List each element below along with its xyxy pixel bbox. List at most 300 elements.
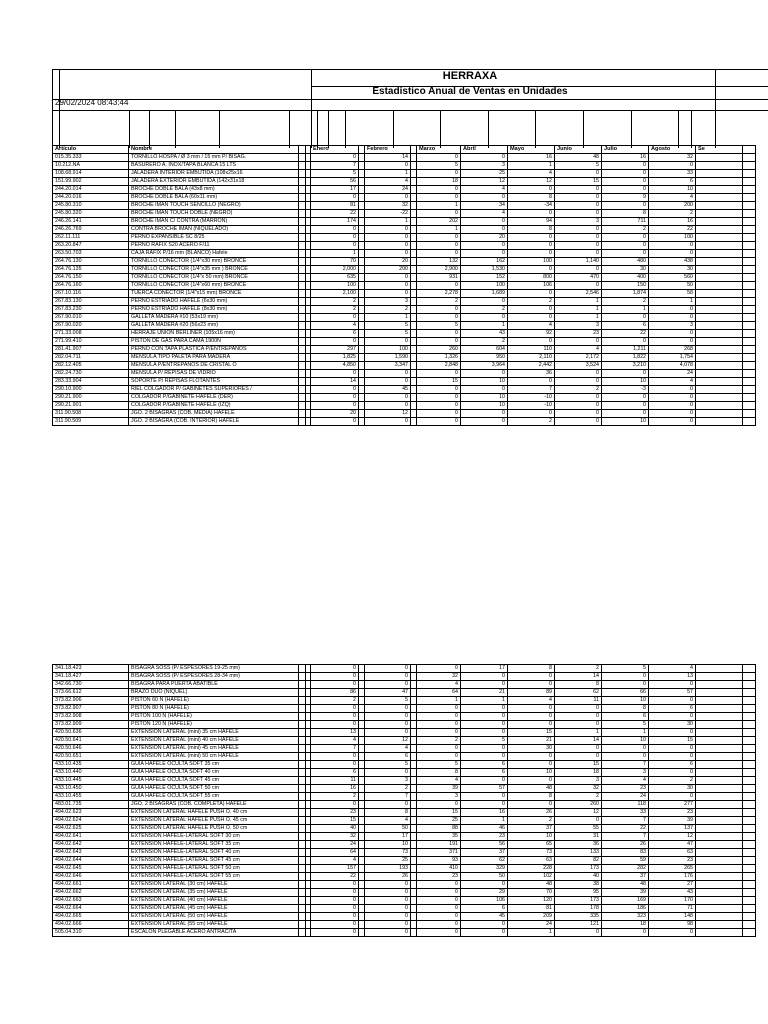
febrero-cell: 0	[365, 242, 411, 250]
spacer-cell	[696, 905, 743, 913]
junio-cell: 0	[555, 745, 602, 753]
spacer-cell	[299, 673, 306, 681]
febrero-cell: 1	[365, 218, 411, 226]
julio-cell: 23	[602, 785, 649, 793]
febrero-cell: 6	[365, 753, 411, 761]
product-name-cell: RIEL COLGADOR P/ GABINETES SUPERIORES /	[129, 386, 299, 394]
marzo-cell: 0	[417, 338, 461, 346]
julio-cell: 39	[602, 889, 649, 897]
agosto-cell: 4	[649, 378, 696, 386]
table-row	[53, 897, 756, 905]
julio-cell: 10	[602, 418, 649, 426]
spacer-cell	[743, 322, 756, 330]
product-name-cell: EXTENSION HAFELE-LATERAL SOFT 30 cm	[129, 833, 299, 841]
mayo-cell: 37	[508, 825, 555, 833]
spacer-cell	[743, 370, 756, 378]
mayo-cell: 0	[508, 186, 555, 194]
product-name-cell: EXTENSION LATERAL HAFELE PUSH O. 50 cm	[129, 825, 299, 833]
febrero-cell: 3,347	[365, 362, 411, 370]
junio-cell: 14	[555, 673, 602, 681]
agosto-cell: 0	[649, 402, 696, 410]
table-row	[53, 346, 756, 354]
febrero-cell: 0	[365, 929, 411, 937]
junio-cell: 0	[555, 338, 602, 346]
spacer-cell	[743, 857, 756, 865]
mayo-cell: 4	[508, 697, 555, 705]
spacer-cell	[696, 354, 743, 362]
product-name-cell: GUIA HAFELE OCULTA SOFT 55 cm	[129, 793, 299, 801]
mayo-cell: 0	[508, 681, 555, 689]
febrero-cell: 0	[365, 769, 411, 777]
julio-cell: 0	[602, 178, 649, 186]
article-code-cell: 494.02.666	[53, 921, 129, 929]
spacer-cell	[299, 681, 306, 689]
abril-cell: 604	[461, 346, 508, 354]
mayo-cell: 48	[508, 785, 555, 793]
febrero-cell: 0	[365, 370, 411, 378]
table-row	[53, 386, 756, 394]
enero-cell: 0	[311, 418, 359, 426]
febrero-cell: 2	[365, 306, 411, 314]
spacer-cell	[743, 178, 756, 186]
abril-cell: 329	[461, 865, 508, 873]
product-name-cell: EXTENSION LATERAL (45 cm) HÁFELE	[129, 905, 299, 913]
spacer-cell	[743, 306, 756, 314]
spacer-cell	[743, 793, 756, 801]
marzo-cell: 1	[417, 202, 461, 210]
mayo-cell: 1	[508, 162, 555, 170]
enero-cell: 0	[311, 386, 359, 394]
julio-cell: 0	[602, 673, 649, 681]
table-row	[53, 761, 756, 769]
marzo-cell: 4	[417, 681, 461, 689]
julio-cell: 0	[602, 370, 649, 378]
col-header-articulo: Artículo	[53, 146, 129, 154]
spacer-cell	[743, 881, 756, 889]
product-name-cell: COLGADOR P/GABINETE HAFELE (IZQ)	[129, 402, 299, 410]
article-code-cell: 433.10.455	[53, 793, 129, 801]
article-code-cell: 373.66.612	[53, 689, 129, 697]
marzo-cell: 0	[417, 250, 461, 258]
febrero-cell: 0	[365, 378, 411, 386]
product-name-cell: EXTENSION LATERAL (50 cm) HÁFELE	[129, 913, 299, 921]
mayo-cell: 8	[508, 226, 555, 234]
mayo-cell: 0	[508, 410, 555, 418]
col-header-junio: Junio	[555, 146, 602, 154]
abril-cell: 20	[461, 234, 508, 242]
febrero-cell: 0	[365, 713, 411, 721]
junio-cell: 0	[555, 170, 602, 178]
spacer-cell	[299, 258, 306, 266]
article-code-cell: 494.02.662	[53, 889, 129, 897]
product-name-cell: PISTON 100 N (HÁFELE)	[129, 713, 299, 721]
table-row	[53, 737, 756, 745]
spacer-cell	[743, 753, 756, 761]
spacer-cell	[696, 250, 743, 258]
junio-cell: 2	[555, 665, 602, 673]
spacer-cell	[743, 274, 756, 282]
agosto-cell: 3	[649, 322, 696, 330]
enero-cell: 17	[311, 186, 359, 194]
spacer-cell	[696, 681, 743, 689]
mayo-cell: 2,442	[508, 362, 555, 370]
mayo-cell: 26	[508, 809, 555, 817]
julio-cell: 10	[602, 697, 649, 705]
febrero-cell: 45	[365, 386, 411, 394]
enero-cell: 0	[311, 801, 359, 809]
mayo-cell: 0	[508, 314, 555, 322]
spacer-cell	[696, 306, 743, 314]
agosto-cell: 0	[649, 330, 696, 338]
spacer-cell	[299, 410, 306, 418]
abril-cell: 1,530	[461, 266, 508, 274]
abril-cell: 3	[461, 162, 508, 170]
product-name-cell: ESCALON PLEGABLE ACERO ANTRACITA	[129, 929, 299, 937]
junio-cell: 40	[555, 873, 602, 881]
spacer-cell	[743, 673, 756, 681]
junio-cell: 0	[555, 266, 602, 274]
spacer-cell	[743, 378, 756, 386]
febrero-cell: 14	[365, 154, 411, 162]
julio-cell: 2	[602, 226, 649, 234]
mayo-cell: 81	[508, 905, 555, 913]
julio-cell: 1	[602, 306, 649, 314]
table-row	[53, 378, 756, 386]
agosto-cell: 0	[649, 729, 696, 737]
agosto-cell: 27	[649, 881, 696, 889]
agosto-cell: 71	[649, 905, 696, 913]
enero-cell: 22	[311, 873, 359, 881]
table-row	[53, 769, 756, 777]
junio-cell: 335	[555, 913, 602, 921]
febrero-cell: 5	[365, 330, 411, 338]
enero-cell: 0	[311, 226, 359, 234]
enero-cell: 0	[311, 761, 359, 769]
enero-cell: 0	[311, 929, 359, 937]
spacer-cell	[299, 841, 306, 849]
febrero-cell: 4	[365, 745, 411, 753]
spacer-cell	[743, 266, 756, 274]
abril-cell: 57	[461, 785, 508, 793]
article-code-cell: 264.76.150	[53, 274, 129, 282]
agosto-cell: 12	[649, 833, 696, 841]
article-code-cell: 494.02.624	[53, 817, 129, 825]
abril-cell: 0	[461, 681, 508, 689]
spacer-cell	[696, 346, 743, 354]
spacer-cell	[696, 673, 743, 681]
marzo-cell: 64	[417, 689, 461, 697]
junio-cell: 5	[555, 162, 602, 170]
article-code-cell: 373.82.907	[53, 705, 129, 713]
febrero-cell: 0	[365, 290, 411, 298]
febrero-cell: 8	[365, 809, 411, 817]
enero-cell: 64	[311, 849, 359, 857]
article-code-cell: 494.02.625	[53, 825, 129, 833]
table-row	[53, 785, 756, 793]
enero-cell: 24	[311, 841, 359, 849]
spacer-cell	[299, 314, 306, 322]
spacer-cell	[696, 841, 743, 849]
spacer-cell	[696, 857, 743, 865]
table-row	[53, 857, 756, 865]
product-name-cell: PISTON 120 N (HÁFELE)	[129, 721, 299, 729]
spacer-cell	[696, 721, 743, 729]
mayo-cell: 2	[508, 418, 555, 426]
febrero-cell: 10	[365, 841, 411, 849]
table-row	[53, 178, 756, 186]
enero-cell: 0	[311, 394, 359, 402]
spacer-cell	[696, 186, 743, 194]
marzo-cell: 0	[417, 370, 461, 378]
marzo-cell: 5	[417, 761, 461, 769]
mayo-cell: 10	[508, 833, 555, 841]
product-name-cell: BRAZO DUO (NIQUEL)	[129, 689, 299, 697]
article-code-cell: 263.20.847	[53, 242, 129, 250]
mayo-cell: 0	[508, 801, 555, 809]
spacer-cell	[299, 873, 306, 881]
spacer-cell	[299, 713, 306, 721]
table-row	[53, 777, 756, 785]
spacer-cell	[299, 745, 306, 753]
product-name-cell: HERRAJE UNION BERLINER (105x16 mm)	[129, 330, 299, 338]
julio-cell: 18	[602, 921, 649, 929]
article-code-cell: 245.80.320	[53, 210, 129, 218]
junio-cell: 48	[555, 154, 602, 162]
mayo-cell: 1	[508, 929, 555, 937]
product-name-cell: COLGADOR P/GABINETE HAFELE (DER)	[129, 394, 299, 402]
product-name-cell: BISAGRA SOSS (P/ ESPESORES 28-34 mm)	[129, 673, 299, 681]
spacer-cell	[299, 370, 306, 378]
julio-cell: 480	[602, 258, 649, 266]
febrero-cell: 0	[365, 418, 411, 426]
col-header-septiembre: Se	[696, 146, 743, 154]
junio-cell: 82	[555, 857, 602, 865]
abril-cell: 0	[461, 745, 508, 753]
marzo-cell: 0	[417, 242, 461, 250]
junio-cell: 0	[555, 705, 602, 713]
abril-cell: 0	[461, 921, 508, 929]
enero-cell: 4	[311, 737, 359, 745]
agosto-cell: 0	[649, 338, 696, 346]
spacer-cell	[743, 202, 756, 210]
article-code-cell: 10.212.NA	[53, 162, 129, 170]
junio-cell: 121	[555, 921, 602, 929]
agosto-cell: 10	[649, 186, 696, 194]
spacer-cell	[743, 865, 756, 873]
julio-cell: 323	[602, 913, 649, 921]
julio-cell: 0	[602, 170, 649, 178]
spacer-cell	[299, 809, 306, 817]
julio-cell: 24	[602, 793, 649, 801]
abril-cell: 62	[461, 857, 508, 865]
product-name-cell: PERNO ESTRIADO HÁFELE (6x30 mm)	[129, 298, 299, 306]
article-code-cell: 373.82.908	[53, 713, 129, 721]
spacer-cell	[696, 753, 743, 761]
article-code-cell: 433.10.435	[53, 761, 129, 769]
marzo-cell: 8	[417, 769, 461, 777]
table-row	[53, 665, 756, 673]
agosto-cell: 0	[649, 745, 696, 753]
table-row	[53, 394, 756, 402]
marzo-cell: 0	[417, 402, 461, 410]
febrero-cell: 5	[365, 697, 411, 705]
article-code-cell: 262.11.111	[53, 234, 129, 242]
abril-cell: 0	[461, 154, 508, 162]
febrero-cell: 1	[365, 170, 411, 178]
mayo-cell: 36	[508, 370, 555, 378]
abril-cell: 0	[461, 801, 508, 809]
spacer-cell	[299, 929, 306, 937]
abril-cell: 950	[461, 354, 508, 362]
table-row	[53, 921, 756, 929]
mayo-cell: 0	[508, 290, 555, 298]
spacer-cell	[299, 817, 306, 825]
article-code-cell: 433.10.440	[53, 769, 129, 777]
article-code-cell: 281.41.907	[53, 346, 129, 354]
article-code-cell: 494.02.623	[53, 809, 129, 817]
product-name-cell: EXTENSION LATERAL (mini) 45 cm HÁFELE	[129, 745, 299, 753]
agosto-cell: 30	[649, 721, 696, 729]
mayo-cell: 94	[508, 218, 555, 226]
junio-cell: 0	[555, 713, 602, 721]
spacer-cell	[299, 306, 306, 314]
spacer-cell	[696, 809, 743, 817]
mayo-cell: 106	[508, 282, 555, 290]
enero-cell: 0	[311, 713, 359, 721]
spacer-cell	[743, 761, 756, 769]
article-code-cell: 245.80.310	[53, 202, 129, 210]
julio-cell: 3,210	[602, 362, 649, 370]
product-name-cell: PISTON DE GAS PARA CAMA 1900N	[129, 338, 299, 346]
agosto-cell: 39	[649, 817, 696, 825]
spacer-cell	[696, 817, 743, 825]
agosto-cell: 438	[649, 258, 696, 266]
marzo-cell: 0	[417, 801, 461, 809]
agosto-cell: 0	[649, 250, 696, 258]
abril-cell: 17	[461, 665, 508, 673]
mayo-cell: 2,110	[508, 354, 555, 362]
julio-cell: 59	[602, 857, 649, 865]
spacer-cell	[299, 793, 306, 801]
spacer-cell	[299, 402, 306, 410]
sales-table-page-1	[52, 145, 756, 426]
abril-cell: 37	[461, 849, 508, 857]
marzo-cell: 0	[417, 314, 461, 322]
col-header-marzo: Marzo	[417, 146, 461, 154]
enero-cell: 0	[311, 402, 359, 410]
table-row	[53, 330, 756, 338]
julio-cell: 1,211	[602, 346, 649, 354]
febrero-cell: 32	[365, 202, 411, 210]
febrero-cell: 3	[365, 777, 411, 785]
spacer-cell	[743, 697, 756, 705]
article-code-cell: 494.02.663	[53, 897, 129, 905]
abril-cell: 100	[461, 282, 508, 290]
febrero-cell: 5	[365, 322, 411, 330]
mayo-cell: 0	[508, 705, 555, 713]
table-row	[53, 242, 756, 250]
julio-cell: 400	[602, 274, 649, 282]
mayo-cell: 2	[508, 817, 555, 825]
spacer-cell	[299, 322, 306, 330]
spacer-cell	[743, 210, 756, 218]
junio-cell: 0	[555, 370, 602, 378]
marzo-cell: 0	[417, 386, 461, 394]
report-subtitle: Estadístico Anual de Ventas en Unidades	[372, 86, 568, 97]
enero-cell: 0	[311, 721, 359, 729]
spacer-cell	[743, 170, 756, 178]
product-name-cell: TUERCA CONECTOR (1/4"x15 mm) BRONCE	[129, 290, 299, 298]
enero-cell: 0	[311, 234, 359, 242]
spacer-cell	[299, 194, 306, 202]
junio-cell: 0	[555, 418, 602, 426]
spacer-cell	[743, 929, 756, 937]
spacer-cell	[299, 178, 306, 186]
abril-cell: 3,964	[461, 362, 508, 370]
enero-cell: 0	[311, 889, 359, 897]
febrero-cell: 73	[365, 849, 411, 857]
spacer-cell	[299, 825, 306, 833]
agosto-cell: 0	[649, 681, 696, 689]
enero-cell: 0	[311, 921, 359, 929]
junio-cell: 0	[555, 202, 602, 210]
table-row	[53, 833, 756, 841]
marzo-cell: 2,278	[417, 290, 461, 298]
marzo-cell: 191	[417, 841, 461, 849]
febrero-cell: 0	[365, 921, 411, 929]
febrero-cell: 25	[365, 857, 411, 865]
product-name-cell: GUIA HAFELE OCULTA SOFT 35 cm	[129, 761, 299, 769]
julio-cell: 5	[602, 665, 649, 673]
spacer-cell	[696, 729, 743, 737]
abril-cell: 0	[461, 298, 508, 306]
febrero-cell: 0	[365, 721, 411, 729]
article-code-cell: 342.66.730	[53, 681, 129, 689]
enero-cell: 2	[311, 306, 359, 314]
febrero-cell: 0	[365, 234, 411, 242]
febrero-cell: 7	[365, 793, 411, 801]
abril-cell: 0	[461, 705, 508, 713]
abril-cell: 0	[461, 929, 508, 937]
spacer-cell	[696, 418, 743, 426]
marzo-cell: 410	[417, 865, 461, 873]
abril-cell: 0	[461, 713, 508, 721]
marzo-cell: 0	[417, 881, 461, 889]
marzo-cell: 0	[417, 889, 461, 897]
spacer-cell	[696, 234, 743, 242]
table-row	[53, 210, 756, 218]
spacer-cell	[743, 921, 756, 929]
febrero-cell: 5	[365, 761, 411, 769]
julio-cell: 22	[602, 825, 649, 833]
spacer-cell	[743, 410, 756, 418]
table-row	[53, 290, 756, 298]
table-row	[53, 162, 756, 170]
spacer-cell	[743, 729, 756, 737]
junio-cell: 1,140	[555, 258, 602, 266]
abril-cell: 0	[461, 242, 508, 250]
agosto-cell: 16	[649, 218, 696, 226]
table-row	[53, 234, 756, 242]
spacer-cell	[696, 170, 743, 178]
enero-cell: 0	[311, 681, 359, 689]
spacer-cell	[299, 857, 306, 865]
marzo-cell: 0	[417, 186, 461, 194]
julio-cell: 0	[602, 394, 649, 402]
article-code-cell: 290.21.900	[53, 394, 129, 402]
article-code-cell: 505.04.310	[53, 929, 129, 937]
spacer-cell	[696, 274, 743, 282]
